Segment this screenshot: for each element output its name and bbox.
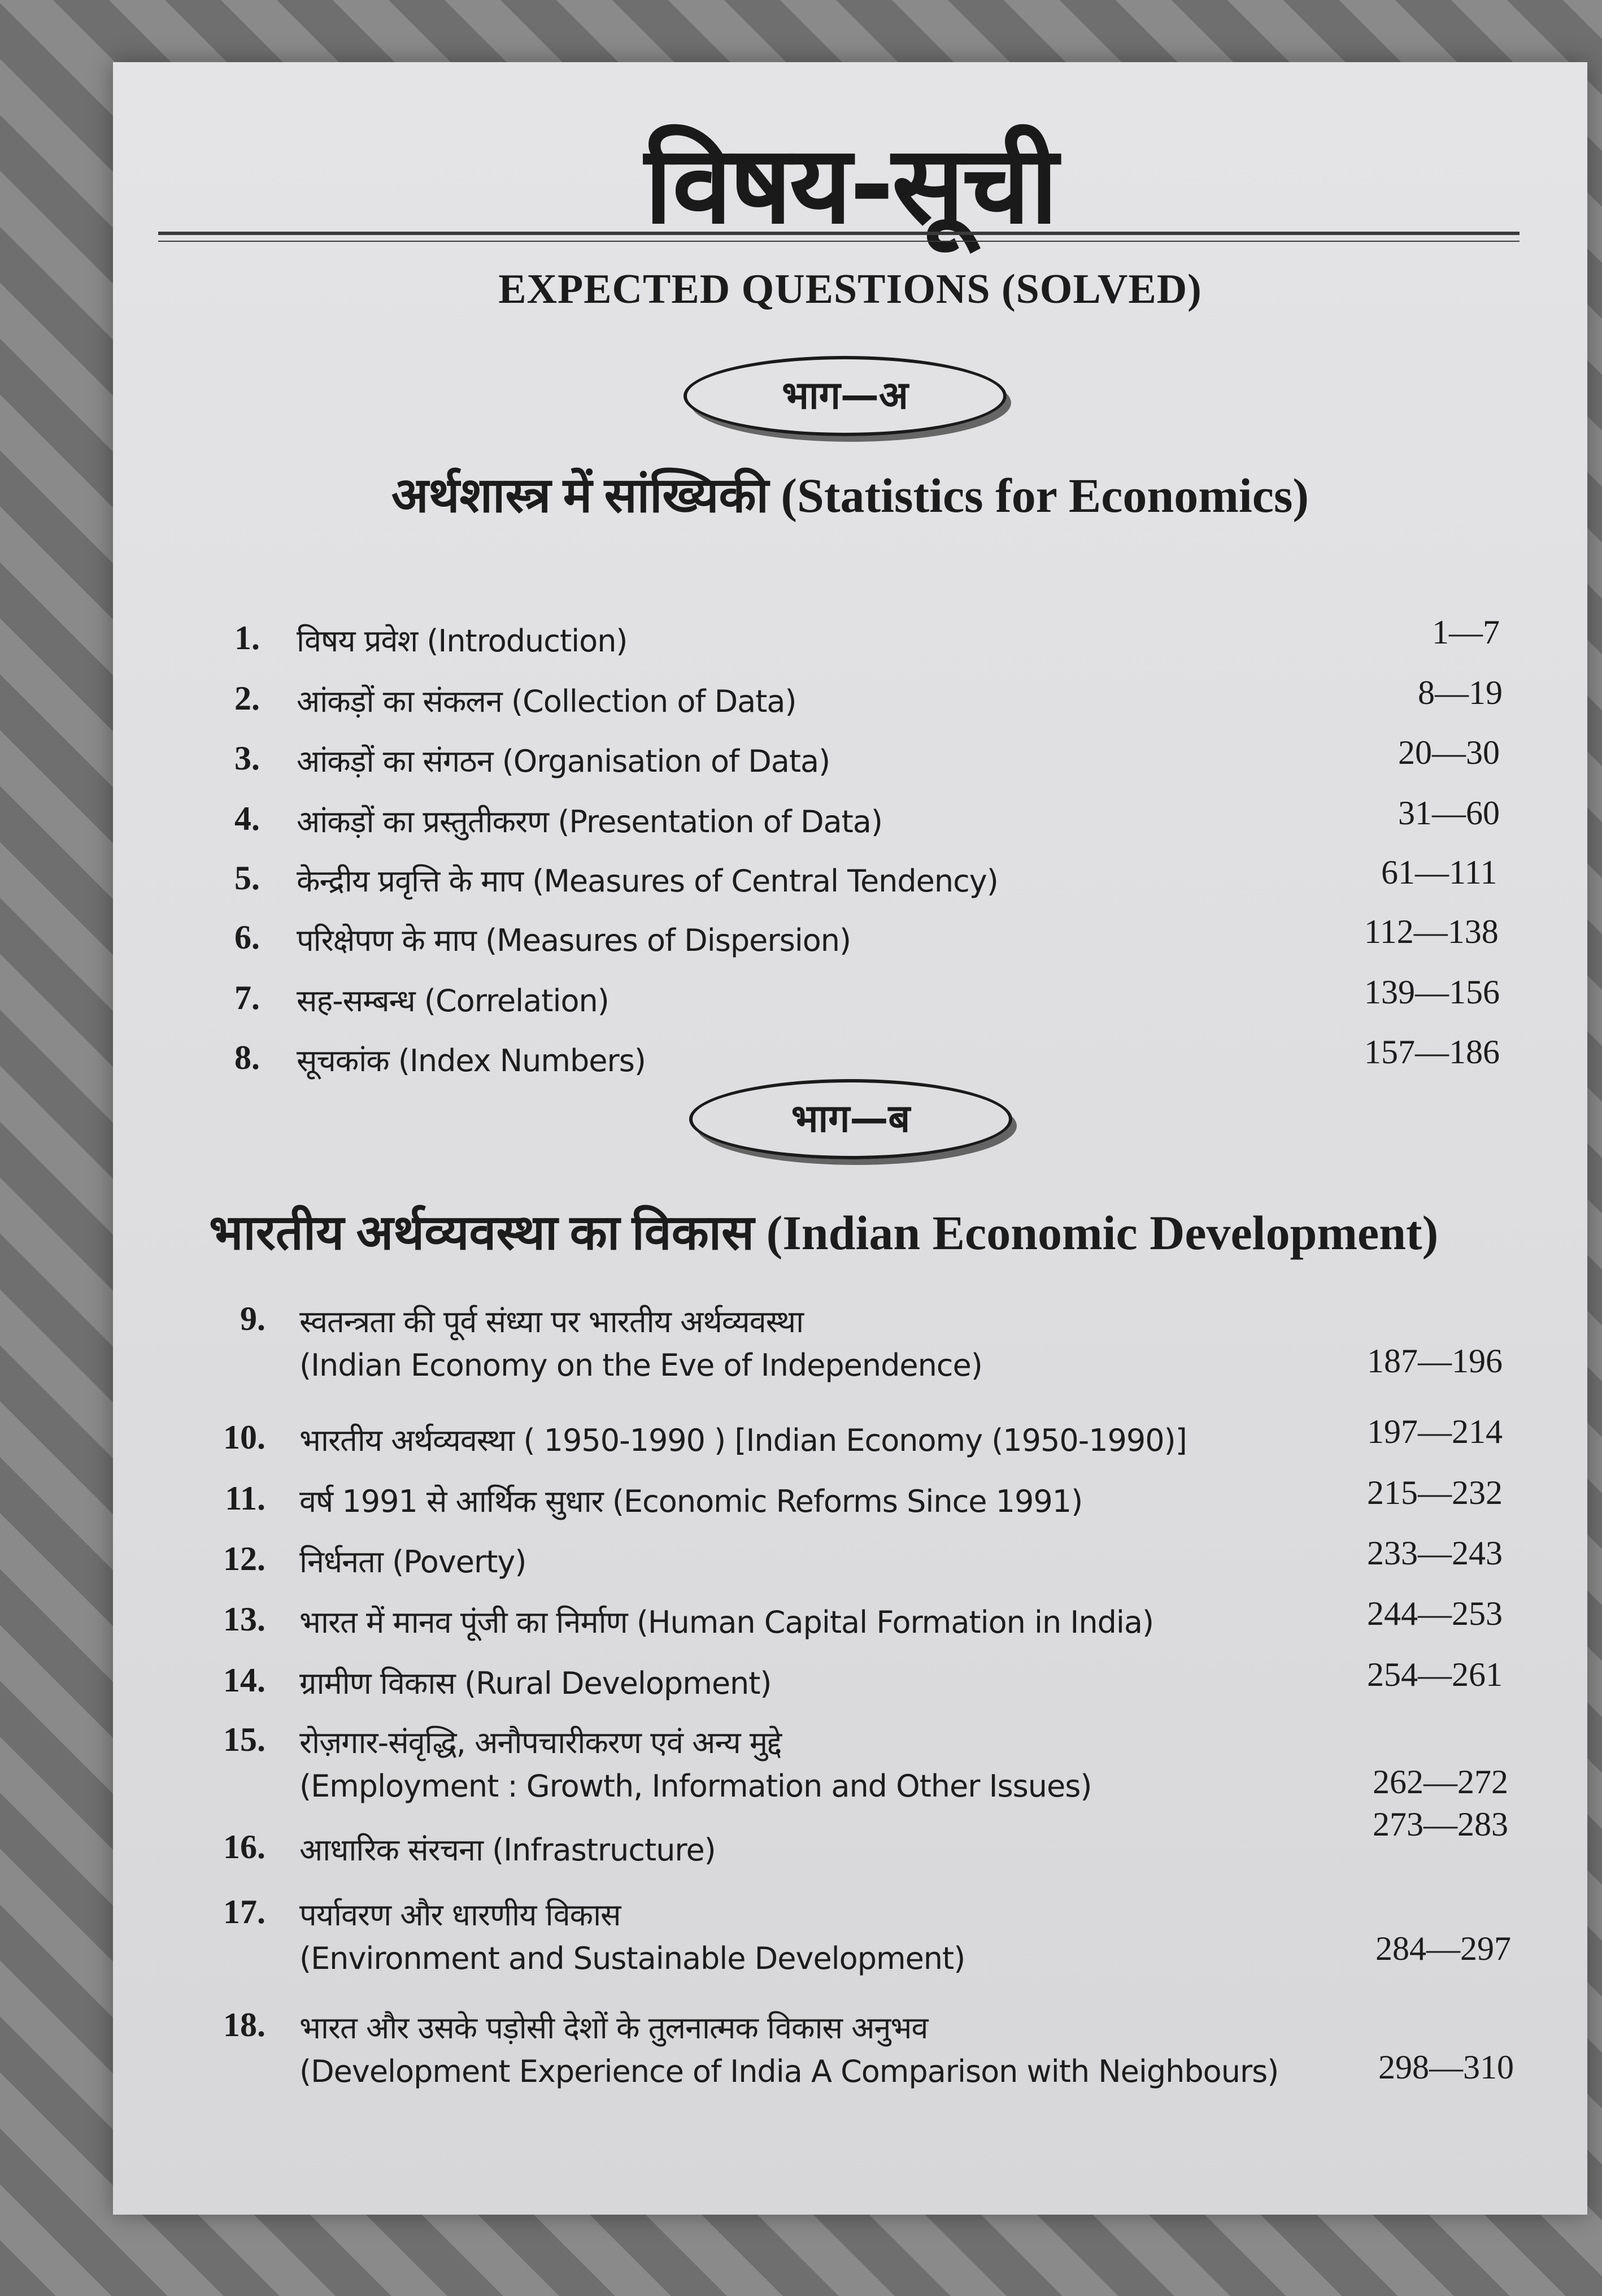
chapter-number: 18. <box>223 2006 265 2043</box>
chapter-title: स्वतन्त्रता की पूर्व संध्या पर भारतीय अर्थव्यवस्था <box>299 1304 804 1340</box>
chapter-title: विषय प्रवेश (Introduction) <box>297 623 628 659</box>
chapter-subtitle: (Environment and Sustainable Development) <box>299 1941 965 1976</box>
chapter-number: 11. <box>225 1480 265 1517</box>
chapter-pages: 233—243 <box>1367 1534 1503 1572</box>
chapter-pages: 61—111 <box>1381 854 1497 891</box>
book-page <box>113 62 1587 2215</box>
chapter-pages: 215—232 <box>1367 1474 1503 1511</box>
chapter-number: 4. <box>234 800 260 837</box>
chapter-pages: 157—186 <box>1364 1033 1500 1071</box>
page-subtitle: EXPECTED QUESTIONS (SOLVED) <box>498 266 1202 312</box>
part-b-heading: भारतीय अर्थव्यवस्था का विकास (Indian Economic Development) <box>209 1206 1439 1260</box>
chapter-pages: 1—7 <box>1432 614 1500 651</box>
chapter-pages: 20—30 <box>1398 734 1500 771</box>
chapter-title: आंकड़ों का संगठन (Organisation of Data) <box>297 743 830 779</box>
chapter-title: रोज़गार-संवृद्धि, अनौपचारीकरण एवं अन्य मुद्दे <box>299 1725 782 1760</box>
page-title: विषय-सूची <box>644 123 1056 247</box>
title-rule <box>158 232 1520 242</box>
chapter-number: 10. <box>223 1419 265 1456</box>
chapter-number: 15. <box>223 1721 265 1758</box>
chapter-number: 2. <box>234 680 260 717</box>
chapter-title: सह-सम्बन्ध (Correlation) <box>297 983 609 1019</box>
chapter-number: 5. <box>234 859 260 897</box>
chapter-pages: 31—60 <box>1398 794 1500 832</box>
chapter-number: 8. <box>234 1039 260 1076</box>
chapter-number: 17. <box>223 1893 265 1930</box>
chapter-subtitle: (Development Experience of India A Comparison with Neighbours) <box>299 2054 1279 2089</box>
chapter-subtitle: (Employment : Growth, Information and Other Issues) <box>299 1768 1092 1804</box>
chapter-pages: 254—261 <box>1367 1656 1503 1693</box>
chapter-pages: 244—253 <box>1367 1595 1503 1632</box>
part-a-badge: भाग—अ <box>684 356 1007 436</box>
chapter-title: परिक्षेपण के माप (Measures of Dispersion) <box>297 923 851 958</box>
chapter-title: आंकड़ों का प्रस्तुतीकरण (Presentation of Data) <box>297 804 882 840</box>
chapter-pages: 298—310 <box>1378 2049 1514 2086</box>
chapter-title: निर्धनता (Poverty) <box>299 1544 526 1580</box>
chapter-title: भारत में मानव पूंजी का निर्माण (Human Capital Formation in India) <box>299 1604 1154 1640</box>
chapter-title: भारत और उसके पड़ोसी देशों के तुलनात्मक विकास अनुभव <box>299 2010 928 2046</box>
chapter-pages: 262—272 <box>1373 1763 1508 1801</box>
chapter-number: 16. <box>223 1828 265 1866</box>
chapter-number: 12. <box>223 1540 265 1577</box>
chapter-pages: 197—214 <box>1367 1413 1503 1450</box>
chapter-pages: 284—297 <box>1375 1930 1511 1967</box>
chapter-pages: 8—19 <box>1418 674 1503 711</box>
chapter-subtitle: (Indian Economy on the Eve of Independence) <box>299 1347 982 1383</box>
chapter-title: ग्रामीण विकास (Rural Development) <box>299 1666 772 1701</box>
part-b-badge: भाग—ब <box>689 1079 1012 1159</box>
chapter-pages: 139—156 <box>1364 973 1500 1011</box>
chapter-pages: 187—196 <box>1367 1342 1503 1380</box>
chapter-title: वर्ष 1991 से आर्थिक सुधार (Economic Reforms Since 1991) <box>299 1484 1083 1519</box>
chapter-title: भारतीय अर्थव्यवस्था ( 1950-1990 ) [Indian Economy (1950-1990)] <box>299 1423 1187 1458</box>
chapter-title: सूचकांक (Index Numbers) <box>297 1043 646 1079</box>
chapter-number: 9. <box>240 1300 265 1337</box>
chapter-title: आधारिक संरचना (Infrastructure) <box>299 1832 716 1868</box>
part-a-heading: अर्थशास्त्र में सांख्यिकी (Statistics for Economics) <box>391 468 1309 523</box>
chapter-number: 6. <box>234 919 260 956</box>
chapter-number: 13. <box>223 1601 265 1638</box>
chapter-pages: 273—283 <box>1373 1806 1508 1843</box>
chapter-number: 1. <box>234 619 260 656</box>
chapter-pages: 112—138 <box>1364 913 1499 950</box>
page-content <box>113 62 1587 2215</box>
chapter-title: पर्यावरण और धारणीय विकास <box>299 1897 621 1933</box>
chapter-number: 7. <box>234 979 260 1016</box>
chapter-number: 3. <box>234 740 260 777</box>
chapter-title: केन्द्रीय प्रवृत्ति के माप (Measures of Central Tendency) <box>297 863 998 899</box>
chapter-title: आंकड़ों का संकलन (Collection of Data) <box>297 684 796 719</box>
chapter-number: 14. <box>223 1662 265 1699</box>
